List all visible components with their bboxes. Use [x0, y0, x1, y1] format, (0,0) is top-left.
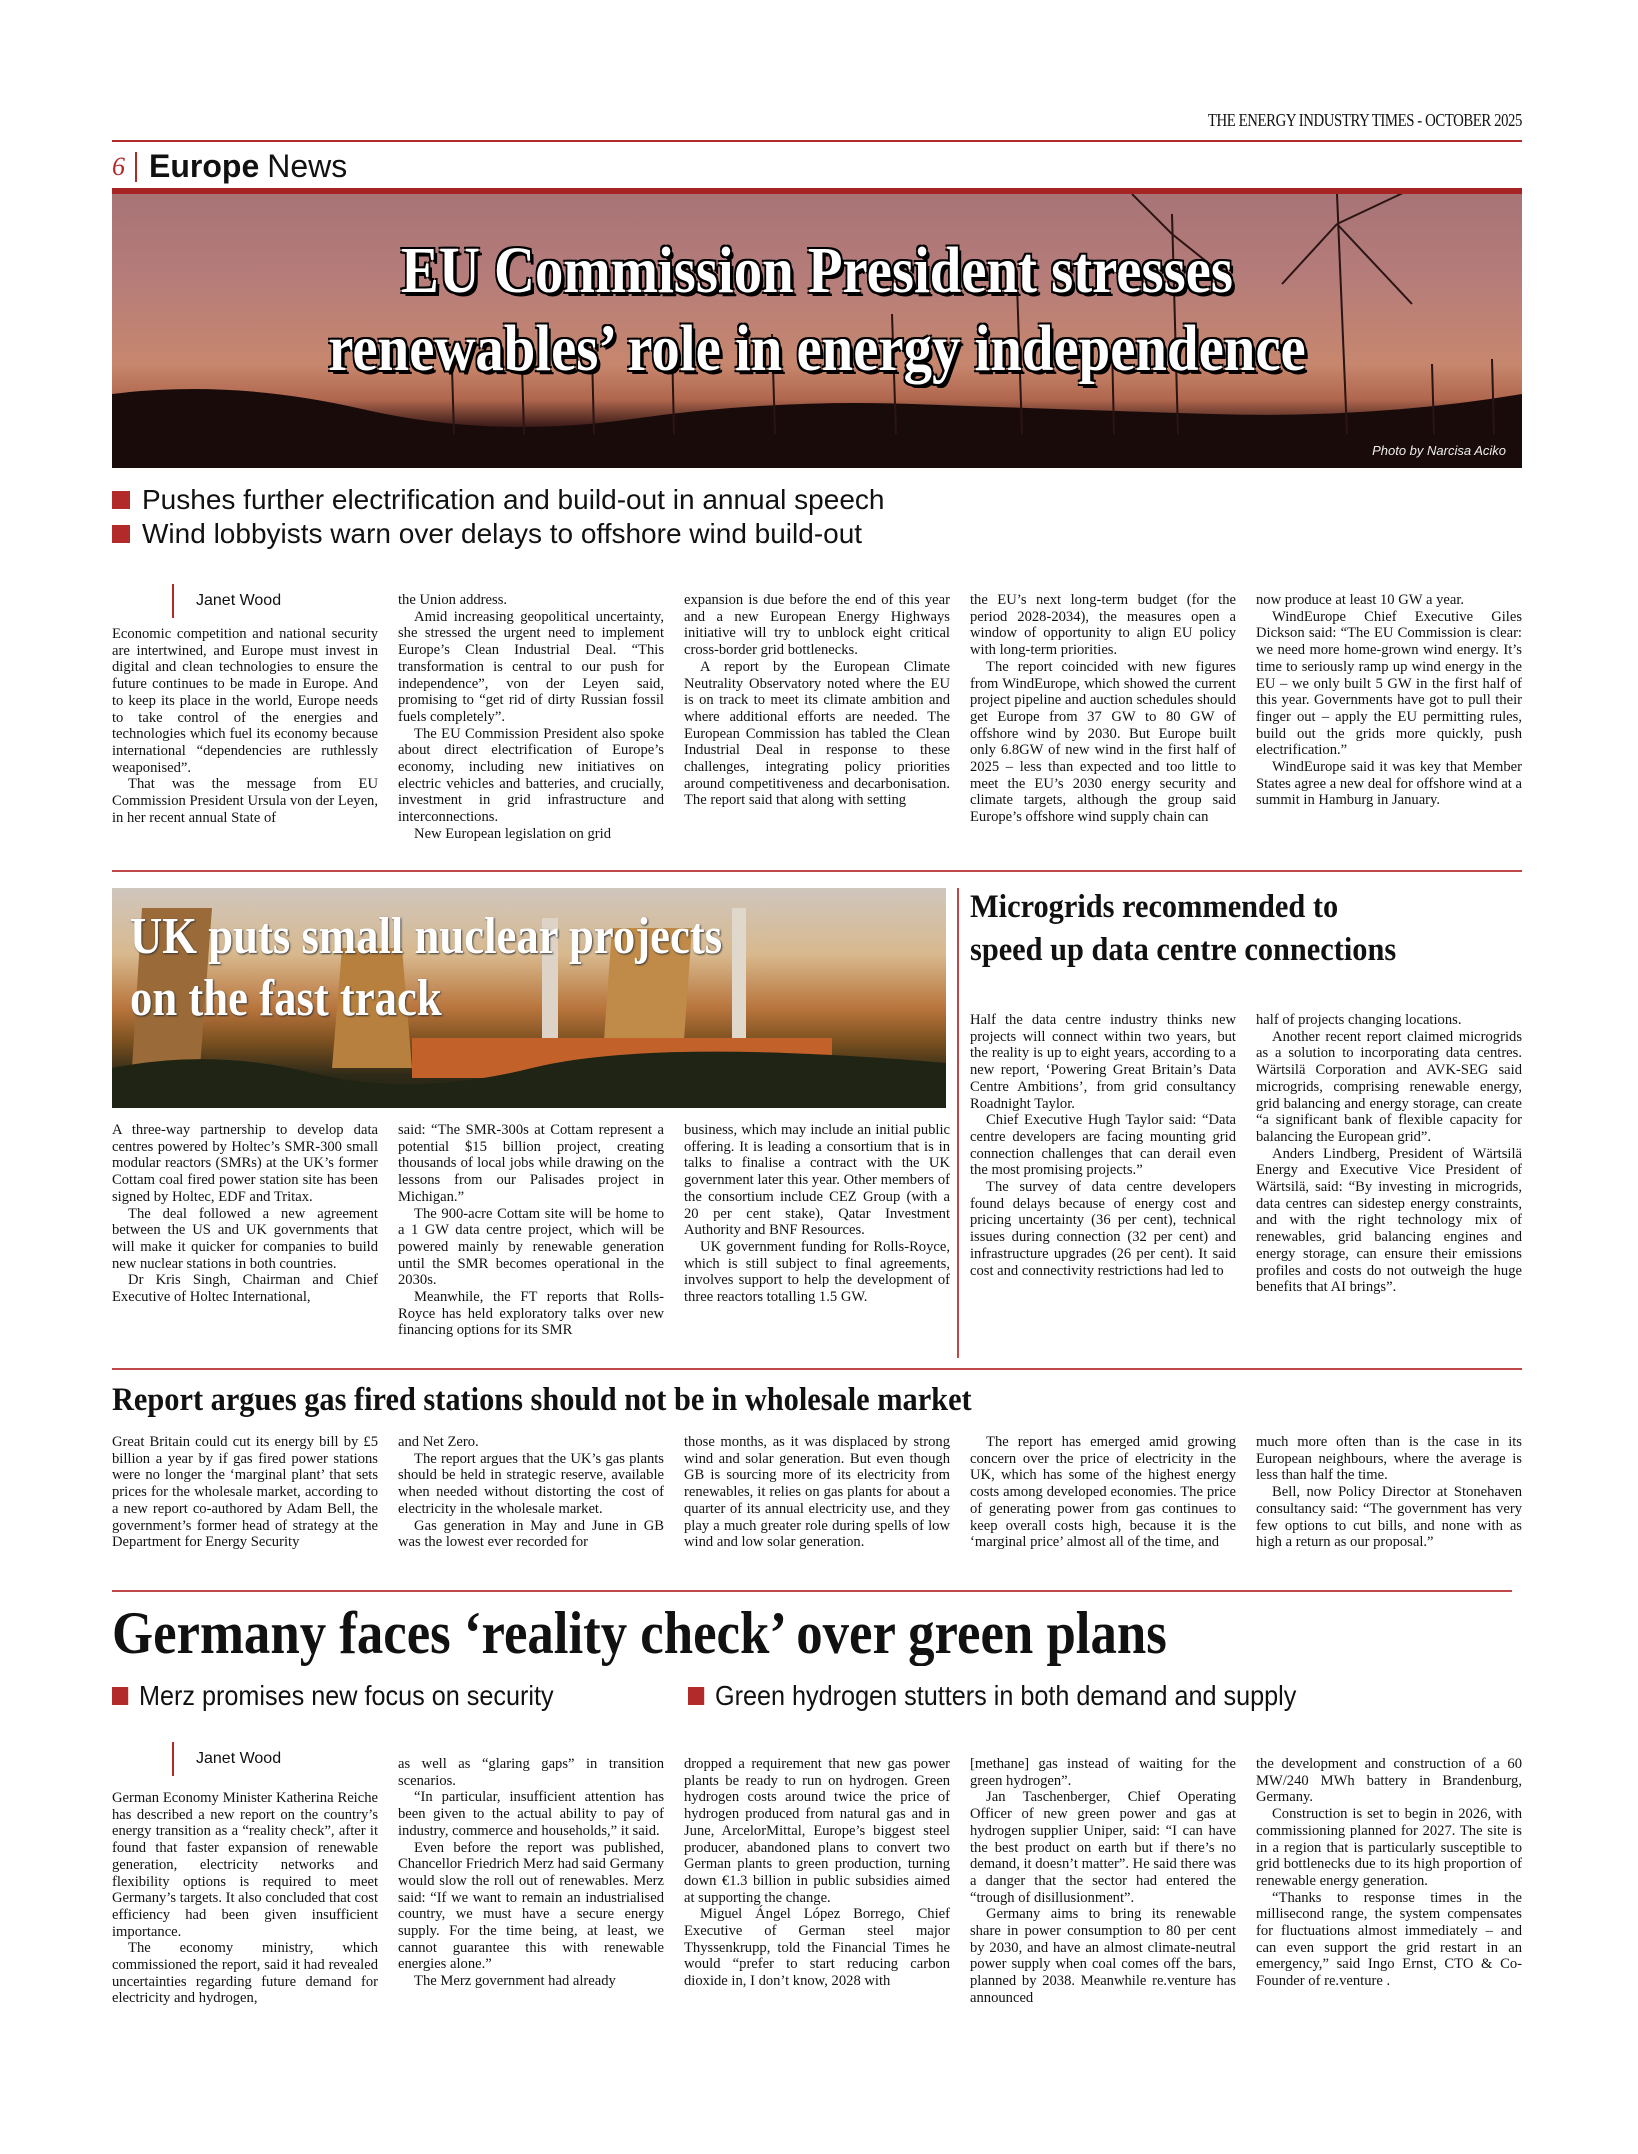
paragraph: “Thanks to response times in the millisecond range, the system compensates for fluctuations almost immediately – and can even support the grid restart in an emergency,” said Ingo Ernst, CTO & Co-Founder of re.venture .	[1256, 1889, 1522, 1990]
paragraph: Bell, now Policy Director at Stonehaven consultancy said: “The government has very few options to cut bills, and none with as high a return as our proposal.”	[1256, 1484, 1522, 1551]
divider-lead	[112, 870, 1522, 872]
bullet-square-icon	[112, 491, 130, 509]
lead-headline-line2: renewables’ role in energy independence	[328, 312, 1306, 385]
germany-headline: Germany faces ‘reality check’ over green plans	[112, 1600, 1167, 1666]
paragraph: dropped a requirement that new gas power plants be ready to run on hydrogen. Green hydrogen costs around twice the price of hydrogen produced from natural gas and in June, ArcelorMittal, Europe’s biggest steel producer, abandoned plans to convert two German plants to green production, turning down €1.3 billion in public subsidies aimed at supporting the change.	[684, 1756, 950, 1906]
masthead-rule	[112, 140, 1522, 142]
paragraph: the development and construction of a 60 MW/240 MWh battery in Brandenburg, Germany.	[1256, 1756, 1522, 1806]
lead-hero-image	[112, 188, 1522, 468]
article-column	[112, 1122, 378, 1306]
article-column	[112, 1790, 378, 2007]
page-number: 6	[112, 151, 125, 181]
paragraph: The 900-acre Cottam site will be home to a 1 GW data centre project, which will be powered mainly by renewable generation until the SMR becomes operational in the 2030s.	[398, 1205, 664, 1289]
paragraph: Even before the report was published, Chancellor Friedrich Merz had said Germany would slow the roll out of renewables. Merz said: “If we want to remain an industrialised country, we must have a secure energy supply. For the time being, at least, we cannot guarantee this with renewable energies alone.”	[398, 1839, 664, 1973]
paragraph: now produce at least 10 GW a year.	[1256, 592, 1465, 608]
paragraph: The report has emerged amid growing concern over the price of electricity in the UK, which has some of the highest energy costs among developed economies. The price of generating power from gas continues to keep overall costs high, because it is the ‘marginal price’ almost all of the time, and	[970, 1434, 1236, 1551]
paragraph: The EU Commission President also spoke about direct electrification of Europe’s economy, including new initiatives on electric vehicles and batteries, and crucially, investment in grid infrastructure and interconnections.	[398, 725, 664, 826]
paragraph: The survey of data centre developers found delays because of energy cost and pricing uncertainty (36 per cent), technical issues during connection (32 per cent) and infrastructure upgrades (26 per cent). It said cost and connectivity restrictions had led to	[970, 1179, 1236, 1279]
article-column	[684, 1756, 950, 1990]
microgrids-headline: Microgrids recommended to speed up data centre connections	[970, 889, 1397, 968]
germany-byline: Janet Wood	[172, 1742, 281, 1776]
paragraph: UK government funding for Rolls-Royce, which is still subject to final agreements, involves support to help the development of three reactors totalling 1.5 GW.	[684, 1238, 950, 1306]
paragraph: That was the message from EU Commission President Ursula von der Leyen, in her recent annual State of	[112, 776, 378, 826]
paragraph: Construction is set to begin in 2026, with commissioning planned for 2027. The site is in a region that is particularly susceptible to grid bottlenecks due to its high proportion of renewable energy generation.	[1256, 1806, 1522, 1889]
paragraph: Chief Executive Hugh Taylor said: “Data centre developers are facing mounting grid connection challenges that can derail even the most promising projects.”	[970, 1112, 1236, 1179]
lead-deck-1: Pushes further electrification and build-out in annual speech	[112, 484, 884, 516]
germany-deck-2: Green hydrogen stutters in both demand and supply	[688, 1680, 1296, 1712]
article-column	[970, 1756, 1236, 2007]
byline-bar	[172, 1742, 174, 1776]
lead-byline: Janet Wood	[172, 584, 281, 618]
paragraph: much more often than is the case in its European neighbours, where the average is less than half the time.	[1256, 1434, 1522, 1484]
article-column	[398, 1756, 664, 1990]
paragraph: as well as “glaring gaps” in transition scenarios.	[398, 1756, 664, 1789]
byline-bar	[172, 584, 174, 618]
article-column	[970, 592, 1236, 826]
paragraph: Amid increasing geopolitical uncertainty, she stressed the urgent need to implement Europe’s Clean Industrial Deal. “This transformation is central to our push for independence”, von der Leyen said, promising to “get rid of dirty Russian fossil fuels completely”.	[398, 608, 664, 725]
paragraph: The report coincided with new figures from WindEurope, which showed the current project pipeline and auction schedules should get Europe from 37 GW to 80 GW of offshore wind by 2030. But Europe built only 6.8GW of new wind in the first half of 2025 – less than expected and too little to meet the EU’s 2030 energy security and climate targets, although the group said Europe’s offshore wind supply chain can	[970, 658, 1236, 826]
lead-deck-2: Wind lobbyists warn over delays to offshore wind build-out	[112, 518, 862, 550]
gas-report-headline: Report argues gas fired stations should not be in wholesale market	[112, 1382, 972, 1418]
paragraph: said: “The SMR-300s at Cottam represent a potential $15 billion project, creating thousands of local jobs while drawing on the lessons from our Palisades project in Michigan.”	[398, 1122, 664, 1205]
bullet-square-icon	[688, 1687, 704, 1705]
article-column	[112, 626, 378, 826]
paragraph: business, which may include an initial public offering. It is leading a consortium that is in talks to finalise a contract with the UK government later this year. Other members of the consortium include CEZ Group (with a 20 per cent stake), Qatar Investment Authority and BNF Resources.	[684, 1122, 950, 1239]
lead-headline-line1: EU Commission President stresses	[401, 234, 1233, 307]
paragraph: Another recent report claimed microgrids as a solution to incorporating data centres. Wärtsilä Corporation and AVK-SEG said microgrids, comprising renewable energy, grid balancing and energy storage, can create “a significant bank of flexible capacity for balancing the European grid”.	[1256, 1028, 1522, 1145]
paragraph: Dr Kris Singh, Chairman and Chief Executive of Holtec International,	[112, 1272, 378, 1306]
paragraph: Meanwhile, the FT reports that Rolls-Royce has held exploratory talks over new financing options for its SMR	[398, 1289, 664, 1339]
paragraph: the EU’s next long-term budget (for the period 2028-2034), the measures open a window of opportunity to align EU policy with long-term priorities.	[970, 592, 1236, 659]
divider-gas	[112, 1590, 1512, 1592]
paragraph: Jan Taschenberger, Chief Operating Officer of new green power and gas at hydrogen supplier Uniper, said: “I can have the best product on earth but if there’s no demand, it doesn’t matter”. He said there was a danger that the sector had entered the “trough of disillusionment”.	[970, 1789, 1236, 1906]
uk-nuclear-headline: UK puts small nuclear projects on the fast track	[130, 908, 723, 1027]
masthead: THE ENERGY INDUSTRY TIMES - OCTOBER 2025	[1207, 110, 1522, 130]
bullet-square-icon	[112, 525, 130, 543]
section-title: News	[267, 148, 348, 184]
paragraph: Miguel Ángel López Borrego, Chief Executive of German steel major Thyssenkrupp, told the Financial Times he would “prefer to start reducing carbon dioxide in, I don’t know, 2028 with	[684, 1906, 950, 1990]
paragraph: The economy ministry, which commissioned the report, said it had revealed uncertainties regarding future demand for electricity and hydrogen,	[112, 1940, 378, 2007]
paragraph: German Economy Minister Katherina Reiche has described a new report on the country’s energy transition as a “reality check”, after it found that faster expansion of renewable generation, electricity networks and flexibility options is required to meet Germany’s targets. It also concluded that cost efficiency had been given insufficient importance.	[112, 1790, 378, 1940]
paragraph: half of projects changing locations.	[1256, 1012, 1462, 1028]
section-title-bold: Europe	[149, 148, 260, 184]
article-column	[1256, 592, 1522, 809]
section-header	[112, 148, 347, 185]
paragraph: Economic competition and national security are intertwined, and Europe must invest in digital and clean technologies to ensure the future continues to be made in Europe. And to keep its place in the world, Europe needs to take control of the energies and technologies which fuel its economy because international “dependencies are ruthlessly weaponised”.	[112, 626, 378, 776]
article-column	[398, 1122, 664, 1339]
paragraph: WindEurope Chief Executive Giles Dickson said: “The EU Commission is clear: we need more home-grown wind energy. It’s time to seriously ramp up wind energy in the EU – we only built 5 GW in the first half of this year. Governments have got to pull their finger out – apply the EU permitting rules, build out the grids more quickly, push electrification.”	[1256, 608, 1522, 759]
bullet-square-icon	[112, 1687, 128, 1705]
article-column	[684, 1434, 950, 1551]
paragraph: A three-way partnership to develop data centres powered by Holtec’s SMR-300 small modular reactors (SMRs) at the UK’s former Cottam coal fired power station site has been signed by Holtec, EDF and Tritax.	[112, 1122, 378, 1205]
article-column	[398, 592, 664, 843]
paragraph: Half the data centre industry thinks new projects will connect within two years, but the reality is up to eight years, according to a new report, ‘Powering Great Britain’s Data Centre Ambitions’, from grid consultancy Roadnight Taylor.	[970, 1012, 1236, 1112]
paragraph: A report by the European Climate Neutrality Observatory noted where the EU is on track to meet its climate ambition and where additional efforts are needed. The European Commission has tabled the Clean Industrial Deal in response to these challenges, integrating policy priorities around competitiveness and decarbonisation. The report said that along with setting	[684, 658, 950, 809]
paragraph: New European legislation on grid	[414, 825, 612, 842]
paragraph: Anders Lindberg, President of Wärtsilä Energy and Executive Vice President of Wärtsilä, said: “By investing in microgrids, data centres can sidestep energy constraints, and with the right technology mix of renewables, grid balancing engines and energy storage, can ensure their emissions profiles and costs do not outweigh the huge benefits that AI brings”.	[1256, 1145, 1522, 1296]
article-column	[970, 1434, 1236, 1551]
article-column	[1256, 1434, 1522, 1551]
article-column	[1256, 1012, 1522, 1296]
paragraph: those months, as it was displaced by strong wind and solar generation. But even though GB is sourcing more of its electricity from renewables, it relies on gas plants for about a quarter of its annual electricity use, and they play a much greater role during spells of low wind and low solar generation.	[684, 1434, 950, 1551]
paragraph: the Union address.	[398, 592, 508, 608]
germany-deck-1: Merz promises new focus on security	[112, 1680, 554, 1712]
paragraph: Germany aims to bring its renewable share in power consumption to 80 per cent by 2030, and have an almost climate-neutral power supply when coal comes off the bars, planned by 2038. Meanwhile re.venture has announced	[970, 1906, 1236, 2006]
article-column	[684, 1122, 950, 1306]
paragraph: WindEurope said it was key that Member States agree a new deal for offshore wind at a summit in Hamburg in January.	[1256, 759, 1522, 809]
paragraph: The Merz government had already	[414, 1973, 616, 1990]
paragraph: The report argues that the UK’s gas plants should be held in strategic reserve, available when needed without distorting the cost of electricity in the wholesale market.	[398, 1450, 664, 1517]
paragraph: Gas generation in May and June in GB was the lowest ever recorded for	[398, 1517, 664, 1551]
section-divider	[135, 152, 137, 182]
article-column	[684, 592, 950, 809]
paragraph: The deal followed a new agreement between the US and UK governments that will make it quicker for companies to build new nuclear stations in both countries.	[112, 1205, 378, 1272]
article-column	[398, 1434, 664, 1551]
lead-headline	[211, 232, 1424, 388]
article-column	[112, 1434, 378, 1551]
paragraph: expansion is due before the end of this year and a new European Energy Highways initiative will try to unblock eight critical cross-border grid bottlenecks.	[684, 592, 950, 659]
article-column	[970, 1012, 1236, 1279]
paragraph: [methane] gas instead of waiting for the green hydrogen”.	[970, 1756, 1236, 1789]
photo-credit: Photo by Narcisa Aciko	[1372, 443, 1506, 458]
paragraph: “In particular, insufficient attention has been given to the actual ability to pay of industry, commerce and households,” it said.	[398, 1789, 664, 1839]
column-divider	[957, 888, 959, 1358]
paragraph: and Net Zero.	[398, 1434, 479, 1450]
paragraph: Great Britain could cut its energy bill by £5 billion a year by if gas fired power stations were no longer the ‘marginal plant’ that sets prices for the wholesale market, according to a new report co-authored by Adam Bell, the government’s former head of strategy at the Department for Energy Security	[112, 1434, 378, 1551]
article-column	[1256, 1756, 1522, 1990]
divider-mid	[112, 1368, 1522, 1370]
uk-nuclear-image	[112, 888, 946, 1108]
